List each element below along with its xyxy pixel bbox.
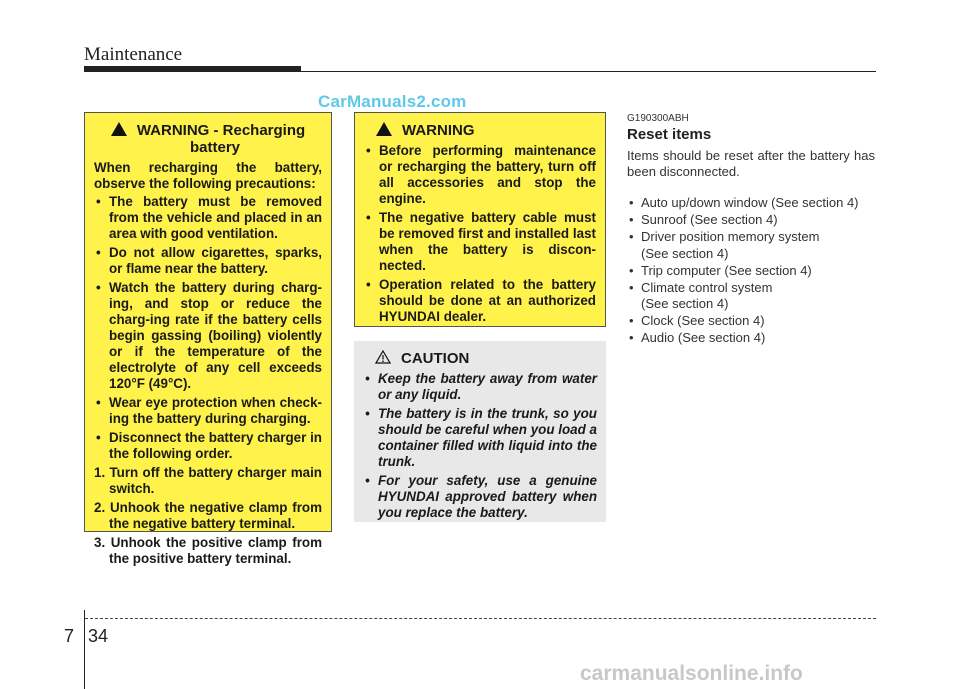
list-item: • Disconnect the battery charger in the following order. (94, 430, 322, 462)
list-item: • For your safety, use a genuine HYUNDAI approved battery when you replace the battery. (363, 473, 597, 521)
list-item: • The battery is in the trunk, so you should be careful when you load a container filled with liquid into the trunk. (363, 406, 597, 470)
warning-maintenance-header (364, 121, 596, 139)
list-item (627, 229, 877, 262)
caution-header (363, 349, 597, 367)
reset-items-title: Reset items (627, 126, 712, 143)
list-item: • Operation related to the battery should be done at an authorized HYUNDAI dealer. (364, 277, 596, 325)
list-item-text: Climate control system (641, 279, 773, 295)
footer-dashed-rule (85, 618, 876, 619)
warning-recharging-steps (94, 465, 322, 567)
header-rule-thin (301, 71, 876, 72)
list-item: • Keep the battery away from water or any liquid. (363, 371, 597, 403)
list-item: • The battery must be removed from the vehicle and placed in an area with good ventilation. (94, 194, 322, 242)
list-item: • The negative battery cable must be removed first and installed last when the battery is discon-nected. (364, 210, 596, 274)
step-item: 3. Unhook the positive clamp from the positive battery terminal. (94, 535, 322, 566)
list-item (627, 280, 877, 313)
reset-items-list (627, 195, 877, 347)
step-item: 1. Turn off the battery charger main switch. (94, 465, 322, 496)
list-item: • Trip computer (See section 4) (627, 263, 877, 280)
warning-recharging-box (84, 112, 332, 566)
reset-items-body: Items should be reset after the battery has been disconnected. (627, 148, 875, 179)
footer-vertical-rule (84, 610, 85, 689)
caution-box (354, 341, 606, 522)
caution-list (363, 371, 597, 521)
caution-title: CAUTION (401, 350, 470, 367)
list-item-continuation: (See section 4) (641, 245, 729, 261)
warning-maintenance-list (364, 143, 596, 325)
caution-triangle-icon (375, 350, 391, 364)
list-item: • Watch the battery during charg-ing, and stop or reduce the charg-ing rate if the battery cells begin gassing (boiling) violently or if the temperature of the electrolyte of any cell exceeds 120°F (49°C). (94, 280, 322, 392)
list-item: • Before performing maintenance or recharging the battery, turn off all accessories and stop the engine. (364, 143, 596, 207)
warning-recharging-title-line2: battery (189, 139, 241, 156)
watermark-top[interactable]: CarManuals2.com (318, 92, 467, 111)
list-item: • Sunroof (See section 4) (627, 212, 877, 229)
list-item: • Auto up/down window (See section 4) (627, 195, 877, 212)
warning-maintenance-box (354, 112, 606, 327)
warning-recharging-title: WARNING - Recharging (136, 122, 306, 139)
warning-triangle-icon (376, 122, 392, 136)
footer-page-number: 34 (88, 626, 109, 646)
footer-section-number: 7 (64, 626, 75, 646)
warning-recharging-header (94, 121, 322, 156)
list-item: • Wear eye protection when check-ing the battery during charging. (94, 395, 322, 427)
list-item: • Clock (See section 4) (627, 313, 877, 330)
page-header-title: Maintenance (84, 44, 183, 65)
list-item-text: Driver position memory system (641, 229, 820, 244)
warning-recharging-list (94, 194, 322, 462)
warning-recharging-intro: When recharging the battery, observe the following precautions: (94, 160, 322, 191)
step-item: 2. Unhook the negative clamp from the negative battery terminal. (94, 500, 322, 531)
header-rule-thick (84, 66, 301, 72)
list-item: • Do not allow cigarettes, sparks, or flame near the battery. (94, 245, 322, 277)
list-item: • Audio (See section 4) (627, 330, 877, 347)
list-item-continuation: (See section 4) (641, 296, 729, 311)
warning-maintenance-title: WARNING (402, 122, 475, 139)
warning-triangle-icon (111, 122, 127, 136)
watermark-bottom[interactable]: carmanualsonline.info (580, 662, 803, 685)
section-code: G190300ABH (627, 113, 689, 124)
